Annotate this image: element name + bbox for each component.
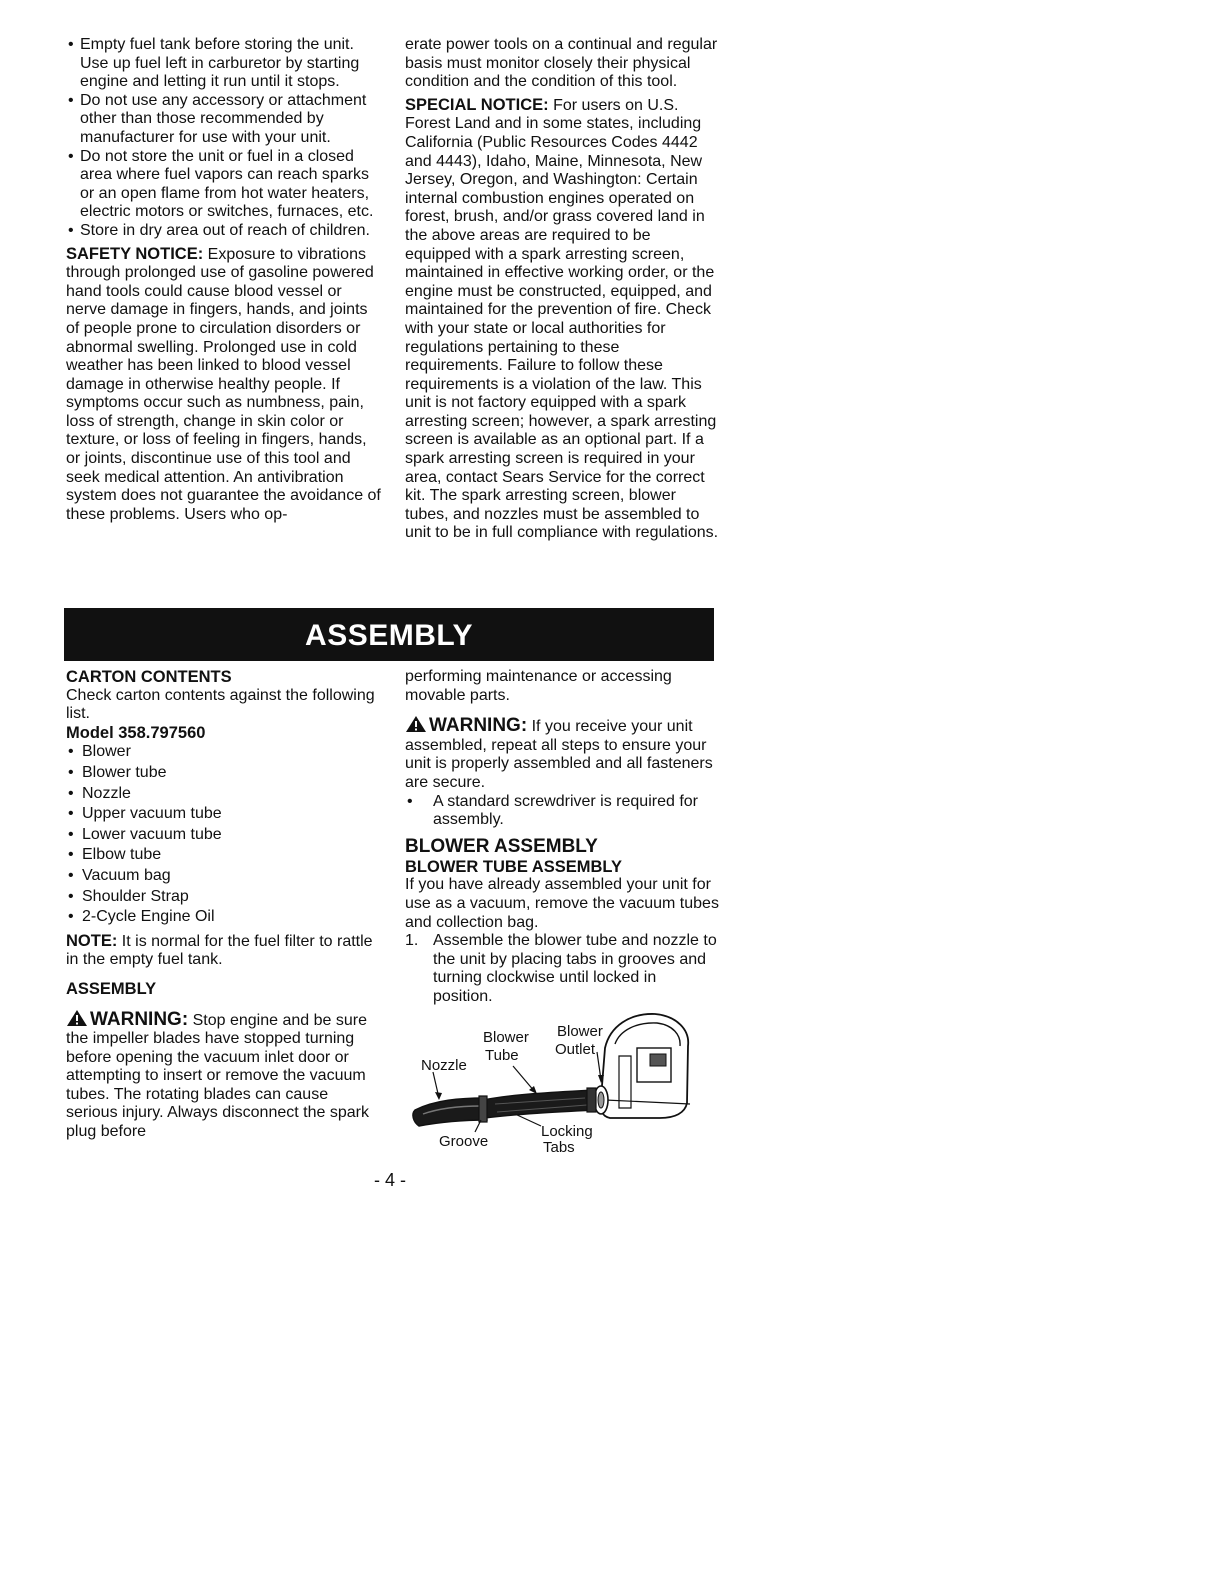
storage-bullets: [66, 36, 384, 241]
list-item: • Vacuum bag: [66, 866, 384, 887]
note-text: It is normal for the fuel filter to rattle in the empty fuel tank.: [66, 932, 373, 969]
label-locking-tabs: Tabs: [543, 1139, 575, 1156]
assembly-heading: ASSEMBLY: [66, 979, 157, 998]
blower-tube-intro: If you have already assembled your unit for use as a vacuum, remove the vacuum tubes and collection bag.: [405, 876, 719, 931]
label-locking-tabs: Locking: [541, 1123, 593, 1140]
list-item: • Empty fuel tank before storing the unit. Use up fuel left in carburetor by starting engine and letting it run until it stops.: [66, 36, 384, 92]
step-text: Assemble the blower tube and nozzle to the unit by placing tabs in grooves and turning clockwise until locked in position.: [433, 932, 717, 1005]
assembled-warning-paragraph: [405, 715, 720, 792]
warning-continued: performing maintenance or accessing movable parts.: [405, 668, 672, 704]
list-item: • Store in dry area out of reach of children.: [66, 222, 384, 241]
list-item: • Lower vacuum tube: [66, 825, 384, 846]
safety-notice-label: SAFETY NOTICE:: [66, 244, 204, 263]
list-item: • Shoulder Strap: [66, 887, 384, 908]
note-paragraph: [66, 932, 384, 970]
blower-assembly-heading: BLOWER ASSEMBLY: [405, 835, 598, 857]
section-banner: ASSEMBLY: [64, 608, 714, 661]
page-number: - 4 -: [373, 1170, 406, 1190]
warning-label: WARNING:: [429, 715, 528, 737]
list-item: • Blower: [66, 742, 384, 763]
label-groove: Groove: [439, 1133, 489, 1150]
list-item: • Upper vacuum tube: [66, 804, 384, 825]
list-item: • Blower tube: [66, 763, 384, 784]
tool-bullets: [405, 793, 720, 830]
warning-text: Stop engine and be sure the impeller blades have stopped turning before opening the vacuum inlet door or attempting to insert or remove the vacuum tubes. The rotating blades can cause serious injury. Always disconnect the spark plug before: [66, 1011, 369, 1141]
top-right-column: [405, 36, 720, 543]
label-blower-outlet: Blower: [557, 1023, 603, 1040]
bottom-right-column: [405, 668, 720, 1007]
carton-items-list: [66, 742, 384, 927]
warning-text: If you receive your unit assembled, repeat all steps to ensure your unit is properly assembled and all fasteners are secure.: [405, 718, 713, 791]
assembly-steps: [405, 932, 720, 1006]
list-item: • Do not use any accessory or attachment other than those recommended by manufacturer for use with your unit.: [66, 92, 384, 148]
warning-triangle-icon: [405, 715, 427, 733]
label-blower-tube: Tube: [485, 1047, 519, 1064]
warning-paragraph: [66, 1009, 384, 1142]
special-notice-label: SPECIAL NOTICE:: [405, 95, 549, 114]
carton-intro: Check carton contents against the following list.: [66, 686, 375, 723]
blower-unit: [600, 1014, 690, 1118]
list-item: • Elbow tube: [66, 845, 384, 866]
warning-triangle-icon: [66, 1009, 88, 1027]
warning-label: WARNING:: [90, 1008, 189, 1030]
nozzle: [413, 1096, 487, 1126]
list-item: • Do not store the unit or fuel in a closed area where fuel vapors can reach sparks or an open flame from hot water heaters, electric motors or switches, furnaces, etc.: [66, 148, 384, 222]
label-blower-outlet: Outlet: [555, 1041, 596, 1058]
label-nozzle: Nozzle: [421, 1057, 467, 1074]
safety-notice-continued: erate power tools on a continual and regular basis must monitor closely their physical condition and the condition of this tool.: [405, 36, 718, 91]
model-label: Model 358.797560: [66, 723, 206, 742]
note-label: NOTE:: [66, 931, 118, 950]
step-number: 1.: [405, 932, 419, 950]
special-notice-text: For users on U.S. Forest Land and in some states, including California (Public Resources Codes 4442 and 4443), Idaho, Maine, Minnesota, New Jersey, Oregon, and Washington: Certain internal combustion engines operated on forest, brush, and/or grass covered land in the above areas are required to be equipped with a spark arresting screen, maintained in effective working order, or the engine must be constructed, equipped, and maintained for the prevention of fire. Check with your state or local authorities for regulations pertaining to these requirements. Failure to follow these requirements is a violation of the law. This unit is not factory equipped with a spark arresting screen; however, a spark arresting screen is available as an optional part. If a spark arresting screen is required in your area, contact Sears Service for the correct kit. The spark arresting screen, blower tubes, and nozzles must be assembled to unit to be in full compliance with regulations.: [405, 96, 719, 542]
step-item: [405, 932, 720, 1006]
top-left-column: [66, 36, 384, 524]
list-item: • Nozzle: [66, 784, 384, 805]
bottom-left-column: [66, 668, 384, 1142]
safety-notice: [66, 245, 384, 525]
safety-notice-text: Exposure to vibrations through prolonged use of gasoline powered hand tools could cause blood vessel or nerve damage in fingers, hands, and joints of people prone to circulation disorders or abnormal swelling. Prolonged use in cold weather has been linked to blood vessel damage in otherwise healthy people. If symptoms occur such as numbness, pain, loss of strength, change in skin color or texture, or loss of feeling in fingers, hands, or joints, discontinue use of this tool and seek medical attention. An antivibration system does not guarantee the avoidance of these problems. Users who op-: [66, 245, 381, 523]
special-notice: [405, 96, 720, 543]
blower-tube: [483, 1088, 596, 1118]
carton-contents-heading: CARTON CONTENTS: [66, 668, 232, 686]
blower-tube-assembly-illustration: [405, 1008, 720, 1168]
list-item: • A standard screwdriver is required for assembly.: [405, 793, 720, 830]
blower-tube-assembly-heading: BLOWER TUBE ASSEMBLY: [405, 857, 622, 876]
list-item: • 2-Cycle Engine Oil: [66, 907, 384, 928]
label-blower-tube: Blower: [483, 1029, 529, 1046]
